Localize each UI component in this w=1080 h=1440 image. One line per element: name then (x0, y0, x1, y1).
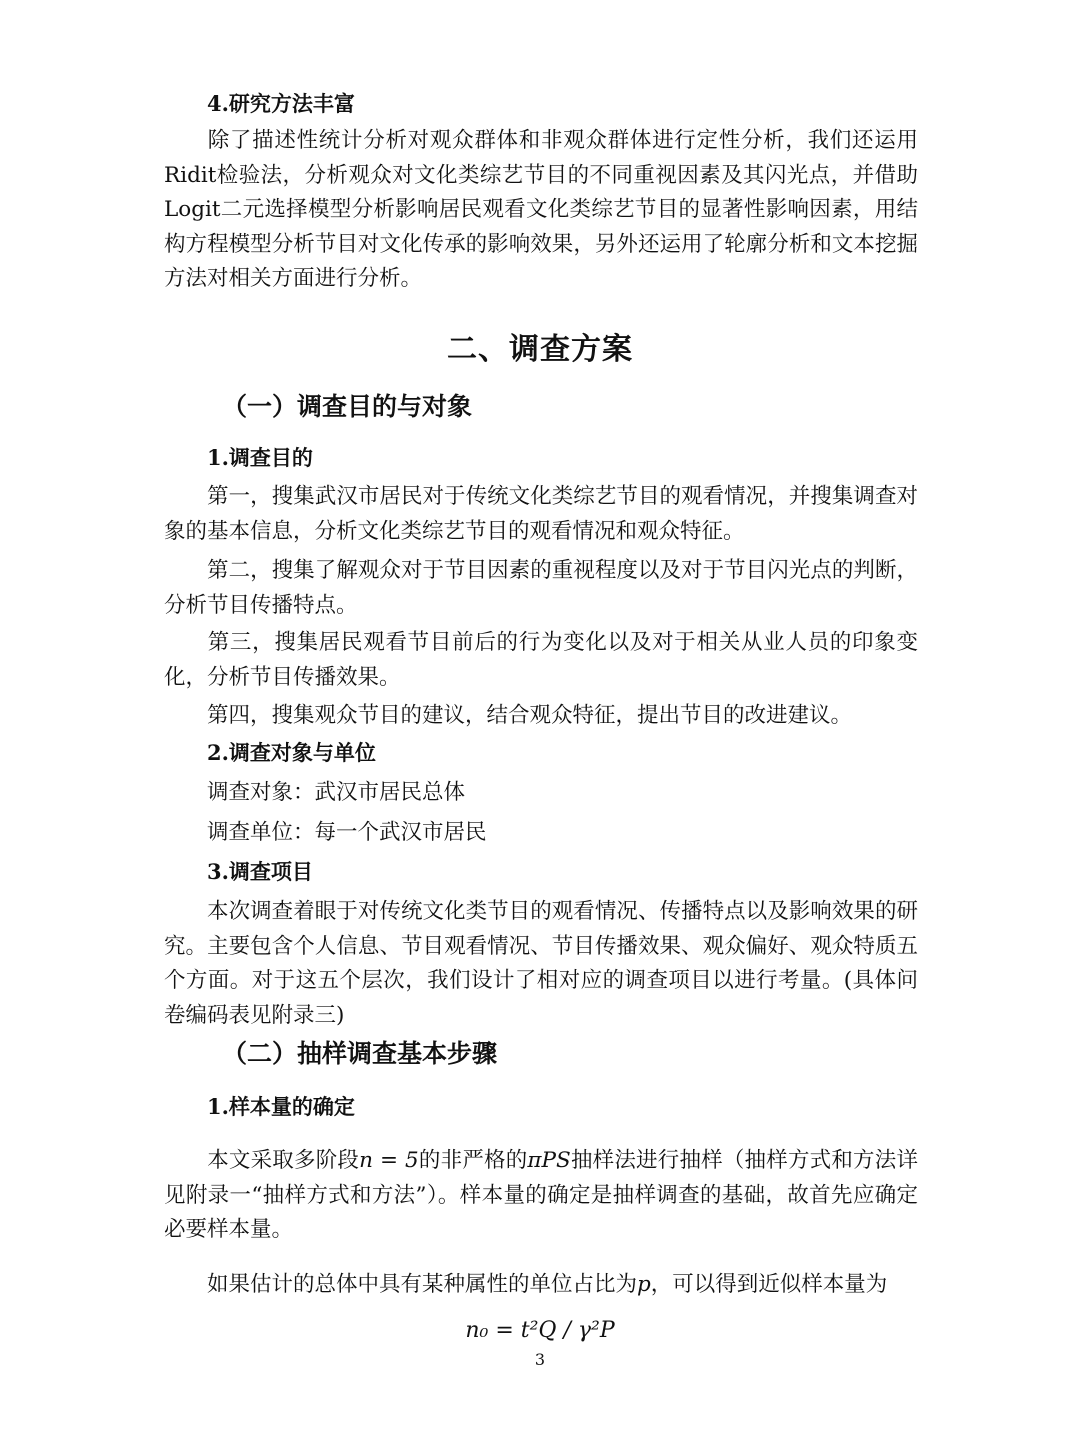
subsection-heading-purpose: 1.调查目的 (207, 445, 313, 470)
research-methods-paragraph: 除了描述性统计分析对观众群体和非观众群体进行定性分析，我们还运用Ridit检验法，分析观众对文化类综艺节目的不同重视因素及其闪光点，并借助Logit二元选择模型分析影响居民观看文化类综艺节目的显著性影响因素，用结构方程模型分析节目对文化传承的影响效果，另外还运用了轮廓分析和文本挖掘方法对相关方面进行分析。 (164, 128, 918, 291)
sample-size-paragraph: 本文采取多阶段n = 5的非严格的πPS抽样法进行抽样（抽样方式和方法详见附录一“抽样方式和方法”）。样本量的确定是抽样调查的基础，故首先应确定必要样本量。 (164, 1148, 918, 1242)
section-title-purpose-and-object: （一）调查目的与对象 (222, 392, 473, 421)
subsection-heading-object-and-unit: 2.调查对象与单位 (207, 740, 376, 765)
estimate-paragraph: 如果估计的总体中具有某种属性的单位占比为p，可以得到近似样本量为 (207, 1272, 888, 1297)
subsection-heading-sample-size: 1.样本量的确定 (207, 1094, 355, 1119)
survey-object-line: 调查对象：武汉市居民总体 (207, 780, 466, 805)
math-n-equals-5: n = 5 (359, 1148, 419, 1173)
math-pi-ps: πPS (527, 1148, 571, 1173)
purpose-paragraph-1: 第一，搜集武汉市居民对于传统文化类综艺节目的观看情况，并搜集调查对象的基本信息，分析文化类综艺节目的观看情况和观众特征。 (164, 484, 918, 544)
sample-size-formula: n₀ = t²Q / γ²P (465, 1318, 615, 1343)
survey-items-paragraph: 本次调查着眼于对传统文化类节目的观看情况、传播特点以及影响效果的研究。主要包含个人信息、节目观看情况、节目传播效果、观众偏好、观众特质五个方面。对于这五个层次，我们设计了相对应的调查项目以进行考量。(具体问卷编码表见附录三) (164, 899, 918, 1028)
purpose-paragraph-2: 第二，搜集了解观众对于节目因素的重视程度以及对于节目闪光点的判断，分析节目传播特点。 (164, 558, 918, 618)
survey-unit-line: 调查单位：每一个武汉市居民 (207, 820, 487, 845)
purpose-paragraph-4: 第四，搜集观众节目的建议，结合观众特征，提出节目的改进建议。 (207, 703, 853, 728)
page-number: 3 (534, 1350, 546, 1369)
section-heading-research-methods: 4.研究方法丰富 (207, 91, 355, 116)
purpose-paragraph-3: 第三，搜集居民观看节目前后的行为变化以及对于相关从业人员的印象变化，分析节目传播效果。 (164, 630, 918, 690)
section-title-sampling-steps: （二）抽样调查基本步骤 (222, 1039, 498, 1068)
subsection-heading-items: 3.调查项目 (207, 859, 313, 884)
chapter-title: 二、调查方案 (447, 332, 633, 367)
math-p: p (637, 1272, 651, 1297)
